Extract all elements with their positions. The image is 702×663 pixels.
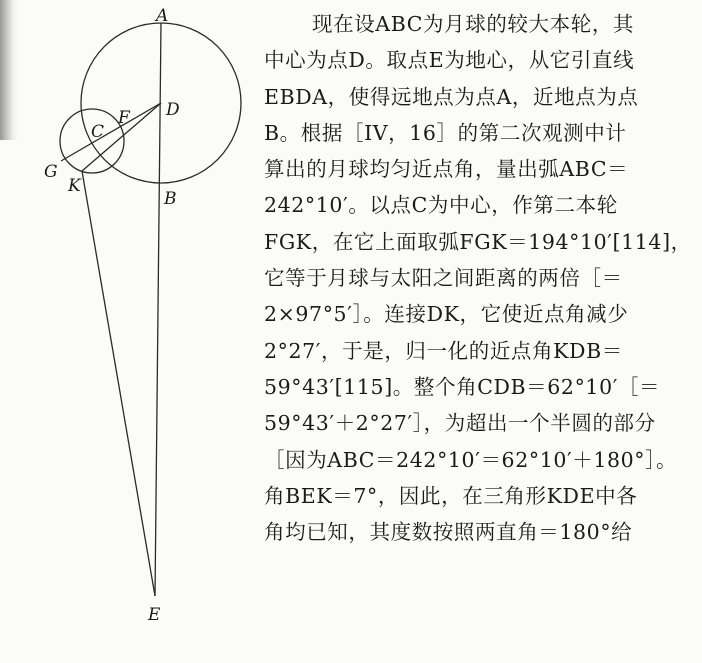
text-line: EBDA，使得远地点为点A，近地点为点: [264, 84, 639, 109]
text-line: 2×97°5′］。连接DK，它使近点角减少: [264, 302, 629, 327]
label-G: G: [44, 162, 58, 182]
label-F: F: [118, 108, 130, 128]
text-line: 2°27′，于是，归一化的近点角KDB＝: [264, 338, 623, 363]
label-K: K: [68, 176, 81, 196]
line-EBDA: [155, 23, 161, 596]
text-line: 角均已知，其度数按照两直角＝180°给: [264, 520, 633, 545]
text-line: 角BEK＝7°，因此，在三角形KDE中各: [264, 483, 638, 508]
text-line: 算出的月球均匀近点角，量出弧ABC＝: [264, 157, 629, 182]
text-line: 它等于月球与太阳之间距离的两倍［＝: [264, 266, 623, 291]
label-E: E: [148, 605, 161, 625]
label-B: B: [164, 189, 177, 209]
label-C: C: [91, 122, 105, 142]
text-line: 59°43′＋2°27′］，为超出一个半圆的部分: [264, 411, 656, 436]
line-KE: [82, 171, 155, 596]
text-line: FGK，在它上面取弧FGK＝194°10′[114]，: [264, 229, 692, 254]
label-D: D: [166, 100, 180, 120]
epicycle-diagram: [0, 0, 262, 663]
text-line: 242°10′。以点C为中心，作第二本轮: [264, 193, 618, 218]
text-line: 中心为点D。取点E为地心，从它引直线: [264, 48, 635, 73]
text-line: 现在设ABC为月球的较大本轮，其: [312, 12, 635, 36]
body-text: [264, 6, 700, 550]
line-DG: [61, 103, 161, 161]
text-line: ［因为ABC＝242°10′＝62°10′＋180°］。: [264, 447, 678, 472]
text-line: 59°43′[115]。整个角CDB＝62°10′［＝: [264, 374, 661, 399]
text-line: B。根据［IV，16］的第二次观测中计: [264, 120, 627, 145]
label-A: A: [156, 6, 169, 26]
